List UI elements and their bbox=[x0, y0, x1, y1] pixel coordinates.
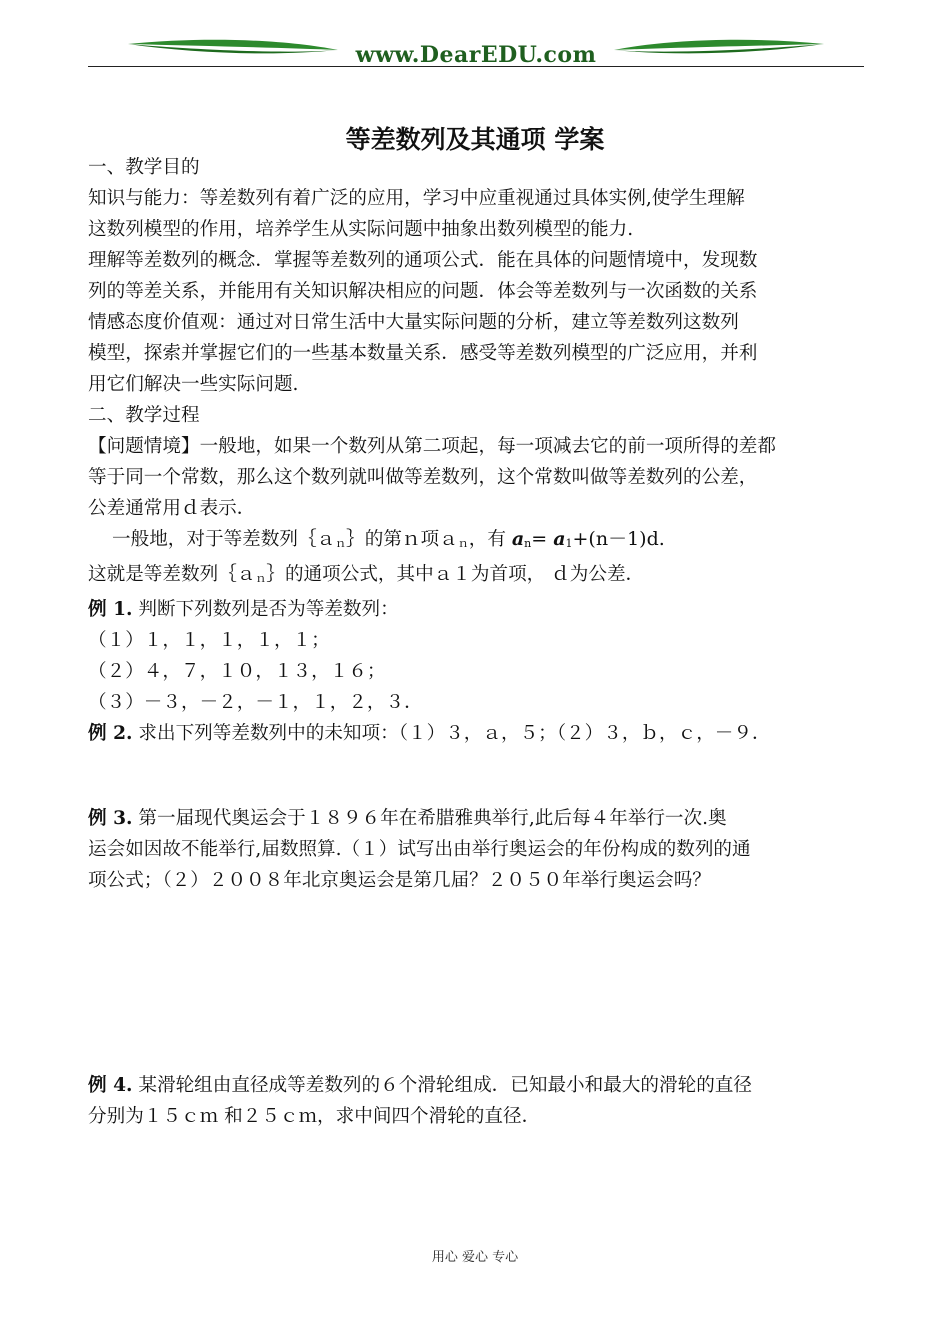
example-text: 第一届现代奥运会于１８９６年在希腊雅典举行,此后每４年举行一次.奥 bbox=[132, 808, 727, 829]
formula-symbol: a bbox=[553, 528, 566, 550]
paragraph-line: 情感态度价值观：通过对日常生活中大量实际问题的分析，建立等差数列这数列 bbox=[88, 312, 739, 333]
paragraph-text: ｝的第ｎ项ａ bbox=[346, 529, 458, 550]
example-4 bbox=[88, 1070, 868, 1132]
example-2 bbox=[88, 718, 868, 749]
example-3 bbox=[88, 803, 868, 896]
example-1 bbox=[88, 594, 868, 625]
paragraph-line: 知识与能力：等差数列有着广泛的应用，学习中应重视通过具体实例,使学生理解 bbox=[88, 188, 745, 209]
problem-situation-label: 【问题情境】 bbox=[88, 436, 200, 457]
subscript: n bbox=[524, 537, 532, 550]
general-term-formula bbox=[512, 528, 665, 550]
example-text: 判断下列数列是否为等差数列： bbox=[132, 599, 399, 620]
example-1-item: （２）４，７，１０，１３，１６； bbox=[88, 661, 386, 682]
paragraph-text: ｝的通项公式，其中ａ１为首项， ｄ为公差． bbox=[266, 564, 645, 585]
formula-symbol: = bbox=[531, 528, 554, 550]
subscript: ｎ bbox=[255, 572, 267, 585]
subscript: 1 bbox=[565, 537, 573, 550]
paragraph-line bbox=[88, 1070, 868, 1101]
paragraph-line: 项公式；（２）２００８年北京奥运会是第几届？２０５０年举行奥运会吗？ bbox=[88, 870, 711, 891]
section-1 bbox=[88, 152, 868, 749]
paragraph-text: ，有 bbox=[468, 529, 512, 550]
example-label: 例 3. bbox=[88, 808, 133, 829]
example-label: 例 2. bbox=[88, 723, 133, 744]
formula-symbol: a bbox=[511, 528, 525, 550]
paragraph-line: 模型，探索并掌握它们的一些基本数量关系．感受等差数列模型的广泛应用，并利 bbox=[88, 343, 758, 364]
paragraph-line: 理解等差数列的概念．掌握等差数列的通项公式．能在具体的问题情境中，发现数 bbox=[88, 250, 758, 271]
example-1-item: （３）－３，－２，－１，１，２，３． bbox=[88, 692, 423, 713]
paragraph-line: 分别为１５ｃｍ 和２５ｃｍ，求中间四个滑轮的直径． bbox=[88, 1106, 541, 1127]
section-2-heading: 二、教学过程 bbox=[88, 405, 200, 426]
example-text: 某滑轮组由直径成等差数列的６个滑轮组成．已知最小和最大的滑轮的直径 bbox=[132, 1075, 752, 1096]
formula-line bbox=[88, 524, 868, 559]
paragraph-text: 这就是等差数列｛ａ bbox=[88, 564, 256, 585]
paragraph-text: 一般地，如果一个数列从第二项起，每一项减去它的前一项所得的差都 bbox=[199, 436, 776, 457]
paragraph-line: 运会如因故不能举行,届数照算.（１）试写出由举行奥运会的年份构成的数列的通 bbox=[88, 839, 751, 860]
paragraph-line: 用它们解决一些实际问题. bbox=[88, 374, 299, 395]
site-logo-text: www.DearEDU.com bbox=[355, 42, 597, 68]
example-text: 求出下列等差数列中的未知项：（１）３，ａ，５；（２）３，ｂ，ｃ，－９． bbox=[132, 723, 771, 744]
paragraph-line bbox=[88, 559, 868, 594]
paragraph-line: 公差通常用ｄ表示． bbox=[88, 498, 256, 519]
paragraph-line bbox=[88, 803, 868, 834]
paragraph-line: 等于同一个常数，那么这个数列就叫做等差数列，这个常数叫做等差数列的公差， bbox=[88, 467, 758, 488]
formula-symbol: +(n－1)d. bbox=[572, 528, 665, 550]
header-divider bbox=[88, 66, 864, 67]
paragraph-line bbox=[88, 431, 868, 462]
page-footer: 用心 爱心 专心 bbox=[431, 1250, 519, 1265]
example-1-item: （１）１，１，１，１，１； bbox=[88, 630, 330, 651]
site-header bbox=[88, 36, 864, 68]
example-label: 例 1. bbox=[88, 599, 133, 620]
paragraph-line: 列的等差关系，并能用有关知识解决相应的问题．体会等差数列与一次函数的关系 bbox=[88, 281, 758, 302]
example-label: 例 4. bbox=[88, 1075, 133, 1096]
section-1-heading: 一、教学目的 bbox=[88, 157, 200, 178]
document-title: 等差数列及其通项 学案 bbox=[345, 125, 605, 154]
paragraph-text: 一般地，对于等差数列｛ａ bbox=[112, 529, 336, 550]
subscript: ｎ bbox=[335, 537, 347, 550]
paragraph-line: 这数列模型的作用，培养学生从实际问题中抽象出数列模型的能力. bbox=[88, 219, 634, 240]
subscript: ｎ bbox=[457, 537, 469, 550]
